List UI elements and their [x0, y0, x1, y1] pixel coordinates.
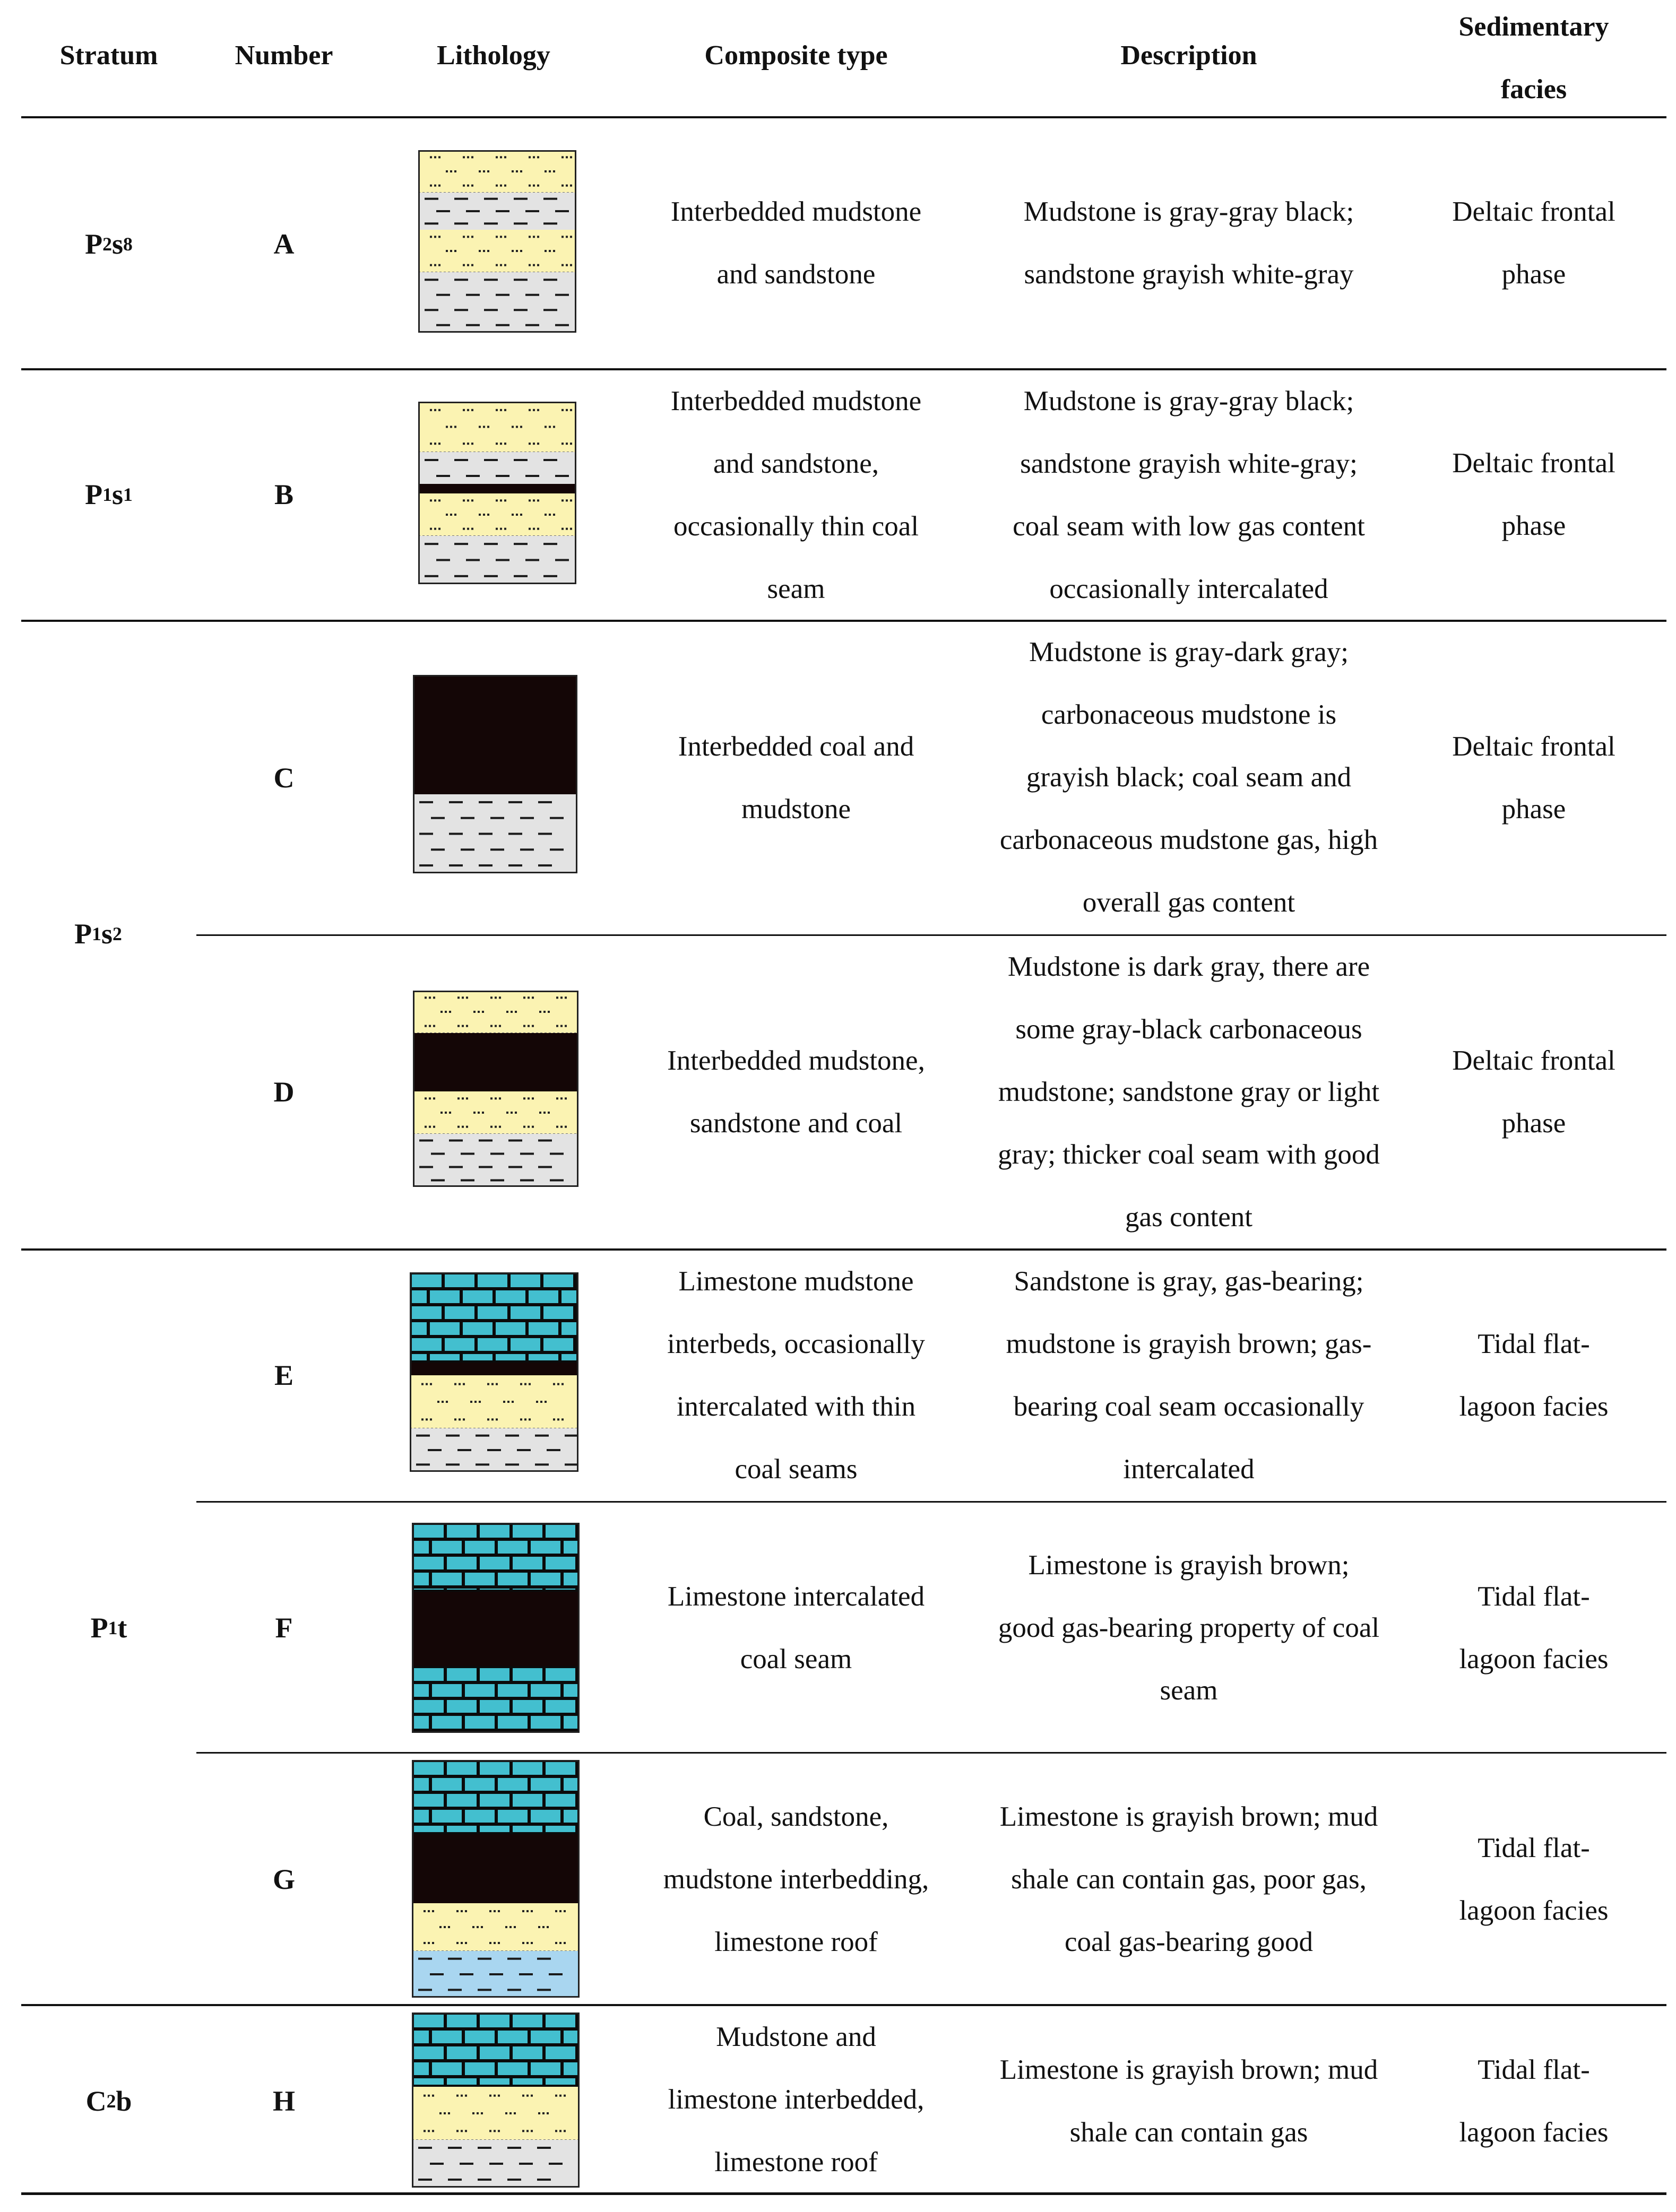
lithology-column-f [412, 1523, 580, 1733]
text-line: Deltaic frontal [1452, 196, 1615, 227]
text-line: Deltaic frontal [1452, 731, 1615, 762]
text-line: Deltaic frontal [1452, 448, 1615, 479]
lithology-column-e [410, 1272, 578, 1472]
text-line: and sandstone, [713, 448, 879, 479]
stratum-mid: s [111, 228, 123, 260]
text-line: Tidal flat- [1478, 1833, 1590, 1863]
text-line: shale can contain gas, poor gas, [1011, 1864, 1367, 1895]
stratum-label [21, 463, 196, 526]
stratum-sub: 2 [102, 233, 112, 255]
stratum-mid: b [116, 2085, 132, 2117]
composite-type-cell [616, 715, 977, 840]
stratum-base: P [85, 479, 103, 510]
description-cell [977, 1785, 1401, 1973]
stratum-sub: 1 [108, 1617, 118, 1638]
coal-layer [412, 1592, 580, 1666]
description-cell [977, 621, 1401, 934]
lithology-column-g [412, 1760, 580, 1998]
rule-row-c [196, 934, 1666, 936]
text-line: grayish black; coal seam and [1026, 762, 1352, 793]
description-cell [977, 180, 1401, 306]
facies-cell [1401, 2038, 1666, 2164]
text-line: and sandstone [716, 259, 876, 290]
mudstone-layer [418, 452, 576, 484]
text-line: sandstone grayish white-gray; [1020, 448, 1358, 479]
text-line: interbeds, occasionally [667, 1329, 925, 1359]
lithology-column-c [413, 675, 577, 873]
header-facies-line2: facies [1500, 74, 1567, 105]
text-line: Interbedded mudstone [670, 196, 922, 227]
text-line: Interbedded mudstone, [667, 1045, 925, 1076]
text-line: Coal, sandstone, [703, 1801, 889, 1832]
lithology-column-d [413, 991, 578, 1187]
rule-row-f [196, 1752, 1666, 1754]
description-cell [977, 1250, 1401, 1500]
text-line: Deltaic frontal [1452, 1045, 1615, 1076]
text-line: intercalated with thin [676, 1391, 916, 1422]
stratum-sup: 8 [123, 233, 133, 255]
text-line: limestone roof [714, 2147, 878, 2178]
description-cell [977, 2038, 1401, 2164]
text-line: limestone interbedded, [668, 2084, 925, 2115]
text-line: Interbedded coal and [678, 731, 914, 762]
text-line: carbonaceous mudstone gas, high [999, 825, 1378, 855]
coal-layer [418, 484, 576, 493]
rule-row-e [196, 1501, 1666, 1503]
stratum-label [21, 2069, 196, 2133]
header-description: Description [1120, 40, 1257, 71]
stratum-sub: 2 [106, 2090, 116, 2112]
header-number: Number [235, 40, 333, 71]
lithology-column-a [418, 150, 576, 333]
text-line: Tidal flat- [1478, 1581, 1590, 1612]
stratum-mid: s [101, 918, 113, 950]
composite-type-cell [616, 1250, 977, 1500]
text-line: Tidal flat- [1478, 1329, 1590, 1359]
text-line: Tidal flat- [1478, 2054, 1590, 2085]
text-line: overall gas content [1082, 887, 1295, 918]
facies-cell [1401, 715, 1666, 840]
mudstone-layer [413, 794, 577, 873]
text-line: intercalated [1123, 1454, 1255, 1485]
row-number: C [273, 762, 295, 794]
mudstone-layer [413, 1134, 578, 1187]
text-line: phase [1501, 510, 1566, 541]
mudstone-layer [418, 272, 576, 333]
text-line: bearing coal seam occasionally [1013, 1391, 1364, 1422]
text-line: mudstone; sandstone gray or light [998, 1077, 1380, 1107]
text-line: some gray-black carbonaceous [1015, 1014, 1362, 1045]
stratum-sub: 1 [102, 484, 112, 505]
text-line: Mudstone and [716, 2022, 876, 2052]
text-line: Mudstone is gray-gray black; [1023, 386, 1354, 417]
stratum-base: P [85, 228, 103, 260]
lithology-column-b [418, 402, 576, 584]
header-lithology: Lithology [437, 40, 550, 71]
text-line: Limestone is grayish brown; mud [999, 1801, 1378, 1832]
text-line: carbonaceous mudstone is [1041, 699, 1337, 730]
stratum-base: P [74, 918, 92, 950]
text-line: Mudstone is gray-dark gray; [1029, 637, 1349, 667]
text-line: Limestone intercalated [667, 1581, 925, 1612]
text-line: coal seams [735, 1454, 858, 1485]
text-line: lagoon facies [1459, 2117, 1609, 2148]
coal-layer [413, 1033, 578, 1091]
text-line: occasionally intercalated [1049, 574, 1328, 604]
text-line: mudstone is grayish brown; gas- [1006, 1329, 1372, 1359]
text-line: phase [1501, 1108, 1566, 1139]
stratum-sup: 2 [113, 923, 122, 944]
facies-cell [1401, 180, 1666, 306]
stratum-sup: 1 [123, 484, 133, 505]
composite-type-cell [616, 1029, 977, 1155]
header-sedimentary-facies [1401, 0, 1666, 117]
text-line: phase [1501, 794, 1566, 825]
description-cell [977, 1534, 1401, 1722]
text-line: coal gas-bearing good [1065, 1927, 1313, 1957]
stratum-mid: t [117, 1612, 127, 1644]
text-line: Mudstone is dark gray, there are [1007, 951, 1370, 982]
stratum-base: P [90, 1612, 108, 1644]
text-line: Limestone mudstone [678, 1266, 914, 1297]
row-number: D [273, 1076, 295, 1108]
row-number: F [275, 1612, 293, 1644]
coal-layer [413, 675, 577, 794]
text-line: shale can contain gas [1069, 2117, 1308, 2148]
stratum-label [21, 1596, 196, 1660]
text-line: limestone roof [714, 1927, 878, 1957]
row-number: E [274, 1359, 294, 1391]
text-line: Mudstone is gray-gray black; [1023, 196, 1354, 227]
text-line: lagoon facies [1459, 1895, 1609, 1926]
text-line: lagoon facies [1459, 1391, 1609, 1422]
text-line: Limestone is grayish brown; mud [999, 2054, 1378, 2085]
row-number: B [274, 479, 294, 510]
description-cell [977, 935, 1401, 1248]
facies-cell [1401, 432, 1666, 557]
text-line: occasionally thin coal [673, 511, 919, 542]
row-number: G [272, 1863, 295, 1895]
text-line: coal seam with low gas content [1013, 511, 1365, 542]
text-line: good gas-bearing property of coal [998, 1612, 1380, 1643]
coal-layer [412, 1834, 580, 1903]
stratum-label [21, 212, 196, 276]
facies-cell [1401, 1565, 1666, 1690]
row-number: A [273, 228, 295, 260]
stratum-mid: s [111, 479, 123, 510]
row-number: H [272, 2085, 295, 2117]
description-cell [977, 370, 1401, 620]
text-line: gray; thicker coal seam with good [998, 1139, 1380, 1170]
composite-type-cell [616, 180, 977, 306]
composite-type-cell [616, 370, 977, 620]
text-line: sandstone and coal [689, 1108, 903, 1139]
facies-cell [1401, 1029, 1666, 1155]
composite-type-cell [616, 1565, 977, 1690]
facies-cell [1401, 1313, 1666, 1438]
text-line: mudstone [741, 794, 851, 825]
coal-layer [410, 1363, 578, 1375]
text-line: phase [1501, 259, 1566, 290]
text-line: sandstone grayish white-gray [1024, 259, 1354, 290]
text-line: seam [1160, 1675, 1218, 1706]
stratum-label [21, 902, 175, 966]
stratum-sub: 1 [92, 923, 101, 944]
text-line: Sandstone is gray, gas-bearing; [1014, 1266, 1364, 1297]
text-line: seam [767, 574, 825, 604]
text-line: lagoon facies [1459, 1644, 1609, 1675]
text-line: mudstone interbedding, [663, 1864, 929, 1895]
header-stratum: Stratum [59, 40, 158, 71]
text-line: Interbedded mudstone [670, 386, 922, 417]
lithology-column-h [412, 2013, 580, 2188]
composite-type-cell [616, 2006, 977, 2193]
stratum-base: C [85, 2085, 107, 2117]
text-line: gas content [1125, 1202, 1252, 1233]
text-line: Limestone is grayish brown; [1028, 1550, 1350, 1581]
text-line: coal seam [740, 1644, 852, 1675]
composite-type-cell [616, 1785, 977, 1973]
facies-cell [1401, 1817, 1666, 1942]
header-composite-type: Composite type [704, 40, 888, 71]
header-facies-line1: Sedimentary [1458, 12, 1609, 42]
